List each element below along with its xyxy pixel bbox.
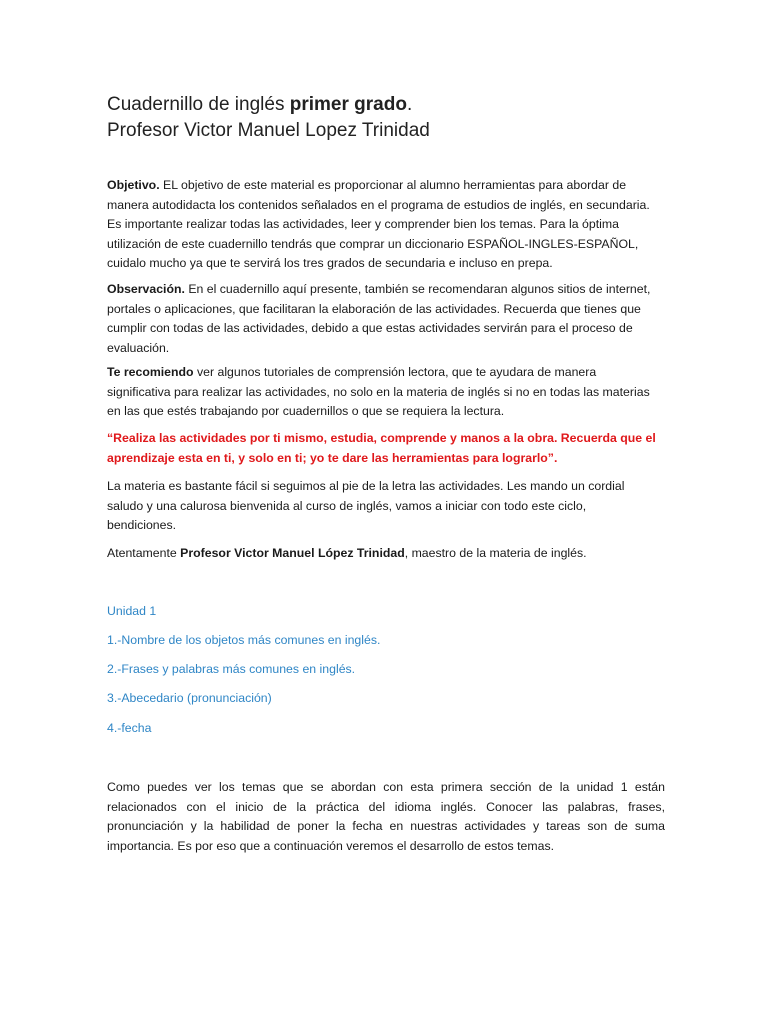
recomiendo-paragraph [107, 363, 665, 422]
title-line-1 [107, 92, 430, 118]
cierre-line: Como puedes ver los temas que se abordan con esta primera sección de la unidad 1 están [107, 780, 665, 794]
cierre-line: relacionados con el inicio de la práctica del idioma inglés. Conocer las palabras, frases, [107, 799, 665, 814]
observacion-line: cumplir con todas de las actividades, debido a que estas actividades servirán para el proceso de [107, 321, 633, 335]
observacion-line: evaluación. [107, 340, 170, 355]
objetivo-line: EL objetivo de este material es proporcionar al alumno herramientas para abordar de [159, 178, 627, 192]
cierre-line: pronunciación y la habilidad de poner la fecha en nuestras actividades y tareas son de suma [107, 819, 665, 833]
materia-line: La materia es bastante fácil si seguimos al pie de la letra las actividades. Les mando un cordial [107, 479, 625, 493]
firma-suffix: , maestro de la materia de inglés. [404, 546, 587, 560]
objetivo-label: Objetivo. [107, 178, 160, 192]
unidad-item-1: 1.-Nombre de los objetos más comunes en inglés. [107, 633, 381, 647]
title-line-2: Profesor Victor Manuel Lopez Trinidad [107, 120, 430, 141]
recomiendo-line: significativa para realizar las actividades, no solo en la materia de inglés si no en todas las materias [107, 384, 650, 399]
cierre-line: importancia. Es por eso que a continuación veremos el desarrollo de estos temas. [107, 838, 555, 853]
observacion-paragraph [107, 280, 665, 358]
observacion-line: portales o aplicaciones, que facilitaran la elaboración de las actividades. Recuerda que tienes que [107, 301, 641, 316]
quote-line: “Realiza las actividades por ti mismo, estudia, comprende y manos a la obra. Recuerda que el [107, 431, 656, 445]
document-title [107, 92, 430, 144]
recomiendo-label: Te recomiendo [107, 365, 194, 379]
title-bold: primer grado [289, 94, 407, 115]
objetivo-line: Es importante realizar todas las actividades, leer y comprender bien los temas. Para la óptima [107, 217, 619, 231]
title-suffix: . [406, 94, 413, 115]
firma-prefix: Atentamente [107, 546, 181, 560]
unidad-item-3: 3.-Abecedario (pronunciación) [107, 691, 272, 705]
objetivo-line: cuidalo mucho ya que te servirá los tres grados de secundaria e incluso en prepa. [107, 256, 553, 270]
materia-line: saludo y una calurosa bienvenida al curso de inglés, vamos a iniciar con todo este ciclo, [107, 498, 587, 513]
quote-paragraph [107, 429, 665, 468]
quote-line: aprendizaje esta en ti, y solo en ti; yo te dare las herramientas para lograrlo”. [107, 450, 558, 465]
unidad-heading: Unidad 1 [107, 604, 157, 618]
objetivo-paragraph [107, 176, 665, 274]
unidad-item-2: 2.-Frases y palabras más comunes en inglés. [107, 662, 356, 676]
objetivo-line: manera autodidacta los contenidos señalados en el programa de estudios de inglés, en secundaria. [107, 197, 650, 212]
materia-line: bendiciones. [107, 518, 177, 532]
observacion-label: Observación. [107, 282, 185, 296]
cierre-paragraph [107, 778, 665, 856]
objetivo-line: utilización de este cuadernillo tendrás que comprar un diccionario ESPAÑOL-INGLES-ESPAÑOL, [107, 236, 639, 251]
firma-name: Profesor Victor Manuel López Trinidad [180, 546, 405, 560]
materia-paragraph [107, 477, 665, 536]
observacion-line: En el cuadernillo aquí presente, también se recomendaran algunos sitios de internet, [184, 282, 651, 296]
recomiendo-line: en las que estés trabajando por cuadernillos o que se requiera la lectura. [107, 404, 505, 418]
unidad-item-4: 4.-fecha [107, 721, 152, 735]
recomiendo-line: ver algunos tutoriales de comprensión lectora, que te ayudara de manera [193, 365, 597, 379]
firma-paragraph [107, 544, 665, 564]
title-prefix: Cuadernillo de inglés [107, 94, 290, 115]
